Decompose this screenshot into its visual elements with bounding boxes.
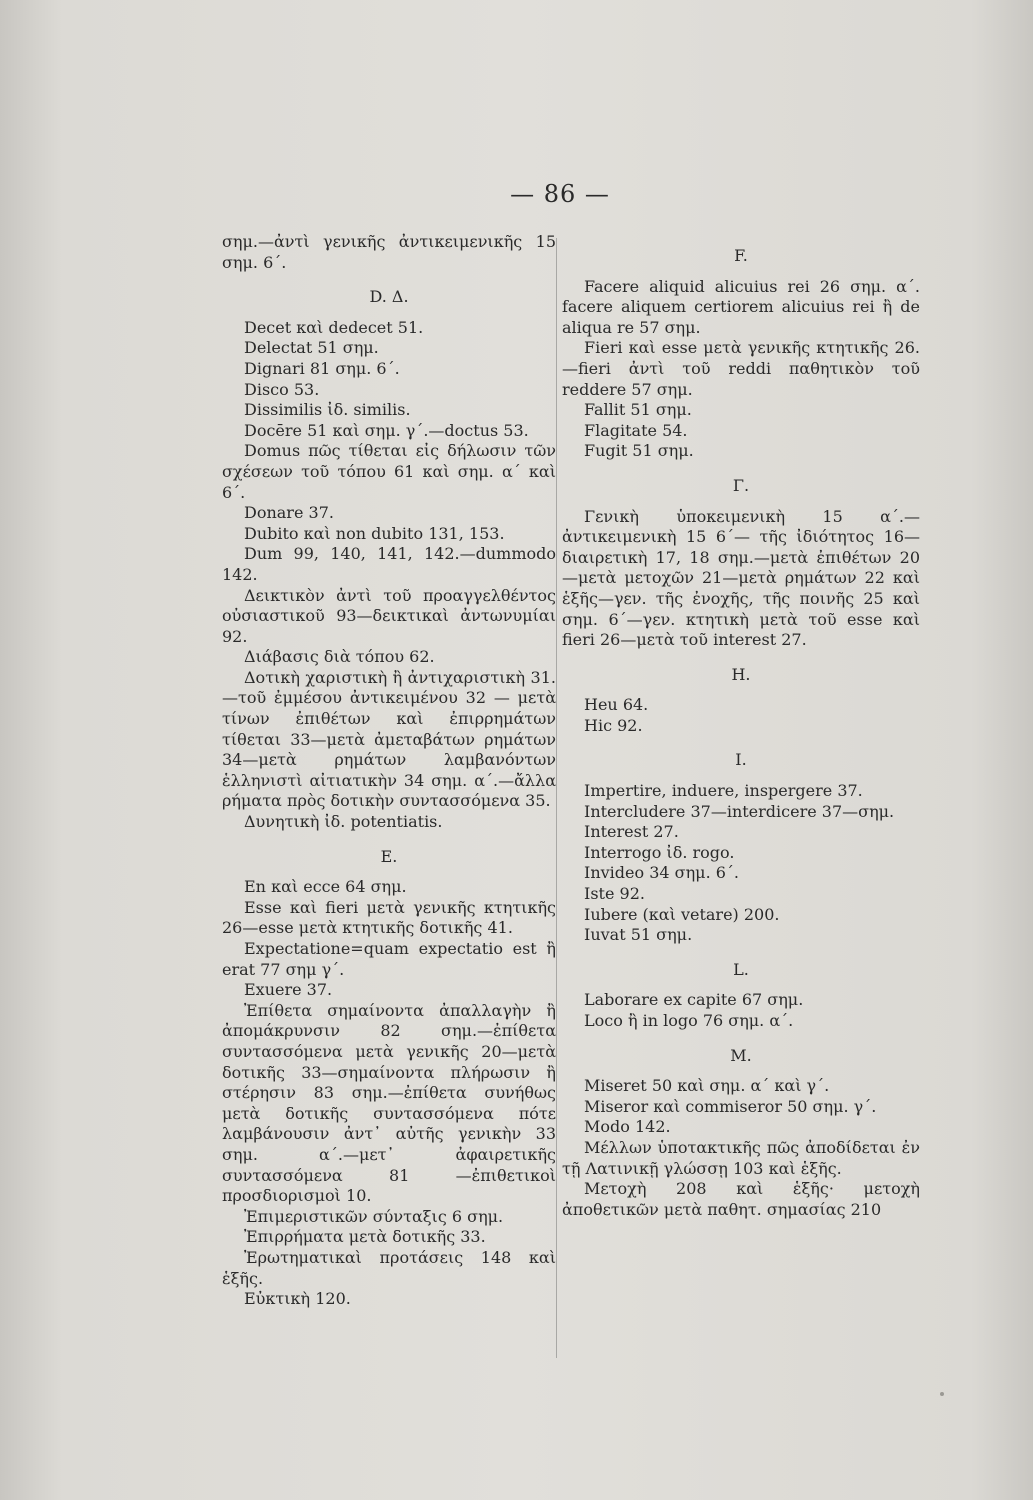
index-entry: Hic 92. xyxy=(584,715,643,735)
index-entry: Μετοχὴ 208 καὶ ἑξῆς· μετοχὴ ἀποθετικῶν μετὰ παθητ. σημασίας 210 xyxy=(562,1179,920,1219)
section-heading: Γ. xyxy=(732,475,750,495)
index-entry: Delectat 51 σημ. xyxy=(244,338,379,358)
index-entry: Docēre 51 καὶ σημ. γ΄.—doctus 53. xyxy=(244,420,529,440)
section-heading: F. xyxy=(734,246,748,265)
index-entry: Dubito καὶ non dubito 131, 153. xyxy=(244,523,505,543)
index-entry: σημ.—ἀντὶ γενικῆς ἀντικειμενικῆς 15 σημ. 6΄. xyxy=(222,232,556,272)
paper-speck xyxy=(940,1392,944,1396)
index-entry: Flagitate 54. xyxy=(584,420,688,440)
page-number: — 86 — xyxy=(510,180,610,208)
index-entry: Fallit 51 σημ. xyxy=(584,400,692,420)
index-entry: Γενικὴ ὑποκειμενικὴ 15 α΄.—ἀντικειμενικὴ 15 6΄— τῆς ἰδιότητος 16—διαιρετικὴ 17, 18 σημ.—μετὰ ἐπιθέτων 20—μετὰ μετοχῶν 21—μετὰ ρημάτων 22 καὶ ἑξῆς—γεν. τῆς ἐνοχῆς, τῆς ποινῆς 25 καὶ σημ. 6΄—γεν. κτητικὴ μετὰ τοῦ esse καὶ fieri 26—μετὰ τοῦ interest 27. xyxy=(562,506,920,650)
index-entry: Decet καὶ dedecet 51. xyxy=(244,317,424,337)
index-entry: Laborare ex capite 67 σημ. xyxy=(584,990,804,1010)
index-entry: Δοτικὴ χαριστικὴ ἢ ἀντιχαριστικὴ 31.—τοῦ ἐμμέσου ἀντικειμένου 32 — μετὰ τίνων ἐπιθέτων καὶ ἐπιρρημάτων τίθεται 33—μετὰ ἀμεταβάτων ρημάτων 34—μετὰ ρημάτων λαμβανόντων ἑλληνιστὶ αἰτιατικὴν 34 σημ. α΄.—ἄλλα ρήματα πρὸς δοτικὴν συντασσόμενα 35. xyxy=(222,667,556,811)
index-column-left xyxy=(222,232,556,1310)
index-entry: Loco ἢ in logo 76 σημ. α΄. xyxy=(584,1011,794,1030)
index-entry: Impertire, induere, inspergere 37. xyxy=(584,781,863,801)
index-entry: Interest 27. xyxy=(584,822,679,842)
index-entry: Donare 37. xyxy=(244,503,334,523)
section-heading: E. xyxy=(380,846,398,866)
index-entry: Fieri καὶ esse μετὰ γενικῆς κτητικῆς 26.—fieri ἀντὶ τοῦ reddi παθητικὸν τοῦ reddere 57 σημ. xyxy=(562,338,920,399)
index-entry: Fugit 51 σημ. xyxy=(584,441,694,461)
index-entry: Διάβασις διὰ τόπου 62. xyxy=(244,647,435,667)
index-entry: Domus πῶς τίθεται εἰς δήλωσιν τῶν σχέσεων τοῦ τόπου 61 καὶ σημ. α΄ καὶ 6΄. xyxy=(222,441,556,502)
index-entry: Εὐκτικὴ 120. xyxy=(244,1289,351,1309)
section-heading: H. xyxy=(731,664,751,684)
index-entry: Iubere (καὶ vetare) 200. xyxy=(584,904,780,924)
section-heading: L. xyxy=(733,959,749,979)
index-entry: Facere aliquid alicuius rei 26 σημ. α΄. facere aliquem certiorem alicuius rei ἢ de aliqua re 57 σημ. xyxy=(562,276,920,337)
index-entry: Modo 142. xyxy=(584,1117,671,1137)
index-entry: En καὶ ecce 64 σημ. xyxy=(244,877,407,897)
index-entry: Iste 92. xyxy=(584,884,645,904)
index-entry: Exuere 37. xyxy=(244,980,333,1000)
section-heading: M. xyxy=(730,1045,752,1065)
index-entry: Dum 99, 140, 141, 142.—dummodo 142. xyxy=(222,544,556,584)
index-entry: Disco 53. xyxy=(244,379,320,399)
index-entry: Iuvat 51 σημ. xyxy=(584,925,693,945)
index-entry: Δυνητικὴ ἰδ. potentiatis. xyxy=(244,812,443,832)
index-entry: Expectatione=quam expectatio est ἢ erat 77 σημ γ΄. xyxy=(222,939,556,979)
index-entry: Invideo 34 σημ. 6΄. xyxy=(584,863,739,883)
index-entry: Miseror καὶ commiseror 50 σημ. γ΄. xyxy=(584,1096,877,1116)
index-entry: Ἐρωτηματικαὶ προτάσεις 148 καὶ ἑξῆς. xyxy=(222,1247,556,1288)
index-entry: Μέλλων ὑποτακτικῆς πῶς ἀποδίδεται ἐν τῇ Λατινικῇ γλώσσῃ 103 καὶ ἑξῆς. xyxy=(562,1137,920,1178)
section-heading: D. Δ. xyxy=(369,287,409,307)
index-entry: Heu 64. xyxy=(584,695,649,715)
index-entry: Δεικτικὸν ἀντὶ τοῦ προαγγελθέντος οὐσιαστικοῦ 93—δεικτικαὶ ἀντωνυμίαι 92. xyxy=(222,585,556,646)
index-entry: Miseret 50 καὶ σημ. α΄ καὶ γ΄. xyxy=(584,1076,830,1096)
index-entry: Intercludere 37—interdicere 37—σημ. xyxy=(584,801,895,821)
column-divider xyxy=(556,238,557,1358)
index-entry: Ἐπίθετα σημαίνοντα ἀπαλλαγὴν ἢ ἀπομάκρυνσιν 82 σημ.—ἐπίθετα συντασσόμενα μετὰ γενικῆς 20—μετὰ δοτικῆς 33—σημαίνοντα πλήρωσιν ἢ στέρησιν 83 σημ.—ἐπίθετα συνήθως μετὰ δοτικῆς συντασσόμενα πότε λαμβάνουσιν ἀντ᾿ αὐτῆς γενικὴν 33 σημ. α΄.—μετ᾿ ἀφαιρετικῆς συντασσόμενα 81 —ἐπιθετικοὶ προσδιορισμοὶ 10. xyxy=(222,1000,556,1206)
index-entry: Dignari 81 σημ. 6΄. xyxy=(244,358,400,378)
index-column-right xyxy=(562,232,920,1220)
index-entry: Interrogo ἰδ. rogo. xyxy=(584,842,735,862)
section-heading: I. xyxy=(735,750,747,770)
index-entry: Ἐπιμεριστικῶν σύνταξις 6 σημ. xyxy=(244,1206,504,1226)
index-entry: Dissimilis ἰδ. similis. xyxy=(244,400,411,420)
index-entry: Ἐπιρρήματα μετὰ δοτικῆς 33. xyxy=(244,1227,486,1247)
index-entry: Esse καὶ fieri μετὰ γενικῆς κτητικῆς 26—esse μετὰ κτητικῆς δοτικῆς 41. xyxy=(222,897,556,938)
